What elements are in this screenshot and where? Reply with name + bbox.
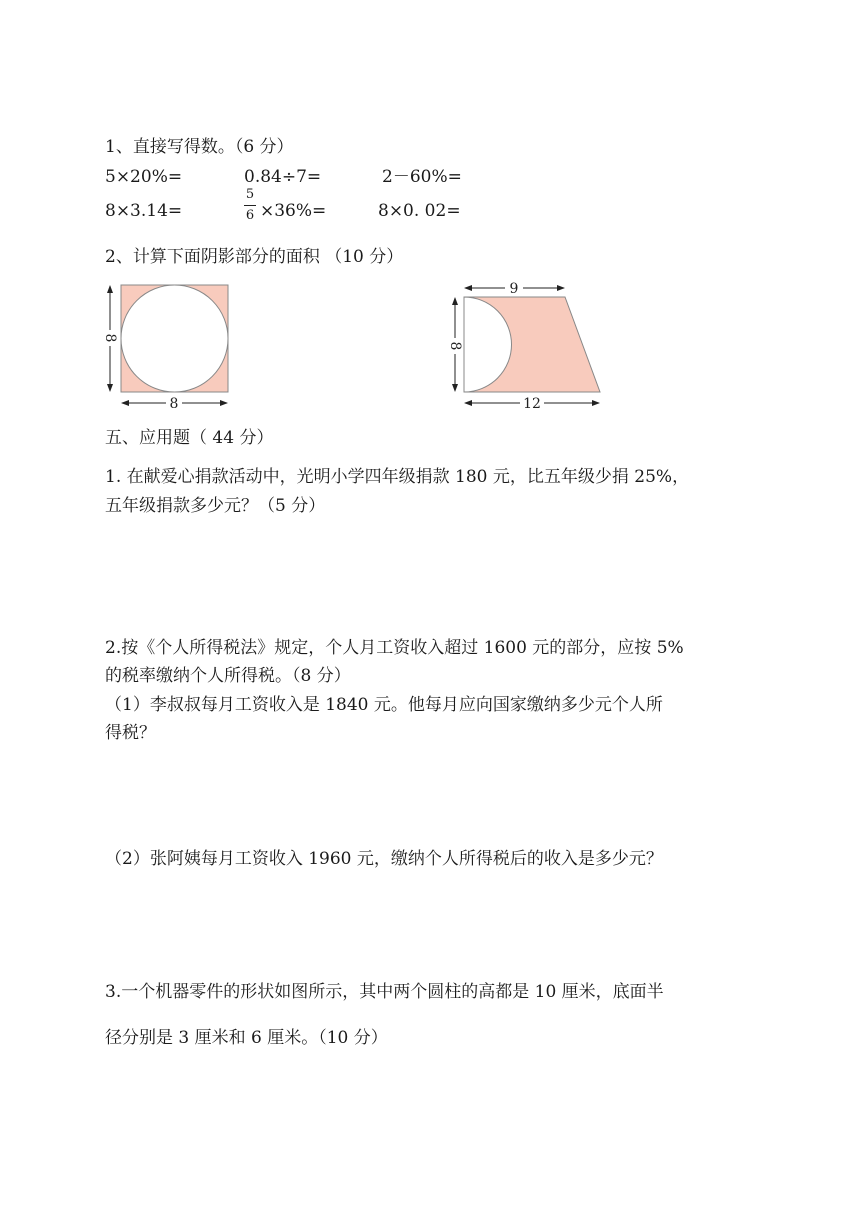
problem-2-sub2: （2）张阿姨每月工资收入 1960 元，缴纳个人所得税后的收入是多少元？ [105, 849, 663, 869]
problem-1-line-2: 五年级捐款多少元？（5 分） [105, 496, 326, 516]
section-5-title: 五、应用题（ 44 分） [105, 428, 274, 448]
arrow-right-icon [557, 285, 565, 291]
q1-title: 1、直接写得数。（6 分） [105, 137, 294, 157]
problem-2-sub1-line-1: （1）李叔叔每月工资收入是 1840 元。他每月应向国家缴纳多少元个人所 [105, 695, 663, 715]
problem-2-line-1: 2.按《个人所得税法》规定，个人月工资收入超过 1600 元的部分，应按 5% [105, 638, 684, 658]
arrow-left-icon [464, 400, 472, 406]
figure2-bottom-label: 12 [523, 396, 541, 412]
fraction-bar [244, 205, 256, 206]
arrow-left-icon [121, 400, 129, 406]
arrow-left-icon [464, 285, 472, 291]
figure-square-circle [100, 280, 250, 415]
figure-trapezoid-semicircle [445, 280, 605, 415]
q1-item-4: 8×3.14= [105, 201, 183, 221]
q1-item-2: 0.84÷7= [244, 167, 322, 187]
figure2-height-label: 8 [447, 341, 463, 351]
q1-item-6: 8×0. 02= [378, 201, 461, 221]
arrow-down-icon [452, 384, 458, 392]
q2-title: 2、计算下面阴影部分的面积 （10 分） [105, 247, 404, 267]
arrow-right-icon [220, 400, 228, 406]
q1-item-3: 2－60%= [382, 167, 462, 187]
q1-item-1: 5×20%= [105, 167, 183, 187]
fraction-numerator: 5 [245, 187, 255, 202]
inscribed-circle [121, 285, 228, 392]
q1-item-5: ×36%= [260, 201, 327, 221]
problem-3-line-2: 径分别是 3 厘米和 6 厘米。（10 分） [105, 1028, 388, 1048]
problem-3-line-1: 3.一个机器零件的形状如图所示，其中两个圆柱的高都是 10 厘米，底面半 [105, 982, 664, 1002]
arrow-down-icon [107, 384, 113, 392]
problem-2-sub1-line-2: 得税？ [105, 723, 156, 743]
arrow-up-icon [452, 297, 458, 305]
figure2-top-label: 9 [509, 281, 519, 297]
figure1-height-label: 8 [102, 333, 118, 343]
figure1-width-label: 8 [169, 396, 179, 412]
arrow-right-icon [592, 400, 600, 406]
problem-2-line-2: 的税率缴纳个人所得税。（8 分） [105, 666, 351, 686]
fraction-denominator: 6 [245, 208, 255, 223]
problem-1-line-1: 1. 在献爱心捐款活动中，光明小学四年级捐款 180 元，比五年级少捐 25%， [105, 467, 690, 487]
arrow-up-icon [107, 285, 113, 293]
